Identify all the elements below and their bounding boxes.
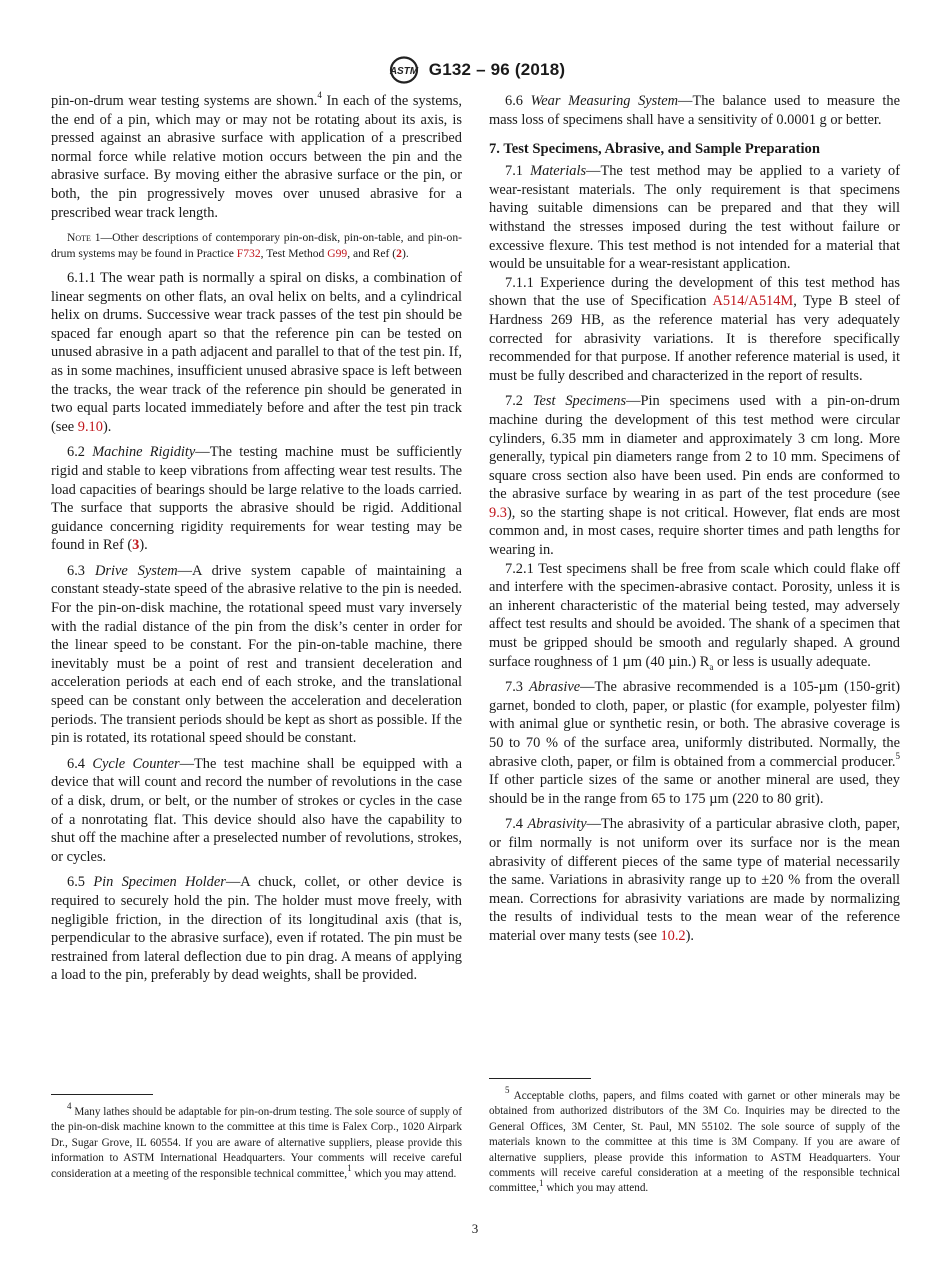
right-column [489, 92, 900, 946]
footnote-5: $^5$ Acceptable cloths, papers, and films coated with garnet or other minerals may be obtained from authorized distributors of the 3M Co. Inquiries may be directed to the General Offices, 3M Center, St. Paul, MN 55102. The sole source of supply of the materials known to the committee at this time is 3M Company. If you are aware of alternative suppliers, please provide this information to ASTM Headquarters. Your comments will receive careful consideration at a meeting of the responsible technical committee,$^1$ which you may attend. [489, 1078, 900, 1197]
link-a514[interactable]: A514/A514M [712, 293, 794, 310]
page-number: 3 [471, 1221, 479, 1236]
link-10-2[interactable]: 10.2 [660, 927, 686, 944]
paragraph-6-6: 6.6 Wear Measuring System—The balance used to measure the mass loss of specimens shall have a sensitivity of 0.0001 g or better. [489, 93, 900, 128]
paragraph-7-2-1: 7.2.1 Test specimens shall be free from scale which could flake off and interfere with the specimen-abrasive contact. Porosity, unless it is an inherent characteristic of the material being tested, may adversely affect test results and should be avoided. The shank of a specimen that must be gripped should be smooth and regularly shaped. A ground surface roughness of 1 µm (40 µin.) $R_a$ or less is usually adequate. [489, 560, 900, 672]
paragraph-6-4: 6.4 Cycle Counter—The test machine shall be equipped with a device that will count and record the number of revolutions in the case of a disk, drum, or belt, or the number of strokes or cycles in the case of a nonrotating flat. This device should also have the capability to shut off the machine after a preselected number of revolutions, strokes, or cycles. [51, 755, 462, 865]
paragraph-6-2: 6.2 Machine Rigidity—The testing machine must be sufficiently rigid and stable to keep vibrations from affecting wear test results. The load capacities of bearings should be large relative to the loads carried. The surface that supports the abrasive should be rigid. Additional guidance concerning rigidity requirements for wear testing may be found in Ref (3). [51, 444, 462, 554]
link-9-3[interactable]: 9.3 [489, 504, 507, 521]
paragraph-6-5: 6.5 Pin Specimen Holder—A chuck, collet, or other device is required to securely hold the pin. The holder must move freely, with negligible friction, in the direction of its longitudinal axis (that is, perpendicular to the abrasive surface), even if rotated. The pin must be restrained from lateral deflection due to pin drag. A means of applying a load to the pin, preferably by dead weights, shall be provided. [51, 874, 462, 984]
page-header [0, 56, 950, 84]
link-9-10[interactable]: 9.10 [77, 418, 103, 435]
svg-text:ASTM: ASTM [389, 66, 418, 77]
footnote-rule [489, 1078, 591, 1079]
paragraph-7-3: 7.3 Abrasive—The abrasive recommended is a 105-µm (150-grit) garnet, bonded to cloth, paper, or plastic (for example, polyester film) with animal glue or synthetic resin, or both. The abrasive coverage is 50 to 70 % of the surface area, uniformly distributed. Normally, the abrasive cloth, paper, or film is obtained from a commercial producer.$^5$ If other particle sizes of the same or another mineral are used, they should be in the range from 65 to 175 µm (220 to 80 grit). [489, 679, 900, 807]
footnote-rule [51, 1094, 153, 1095]
paragraph-7-1: 7.1 Materials—The test method may be applied to a variety of wear-resistant materials. The only requirement is that specimens having suitable dimensions can be prepared and that they will withstand the stresses imposed during the test without failure or excessive flexure. This test method is not intended for a material that would be unsuitable for a wear-resistant application. [489, 163, 900, 273]
left-column [51, 92, 462, 985]
document-designation: G132 – 96 (2018) [428, 60, 566, 79]
link-f732[interactable]: F732 [236, 246, 261, 260]
astm-logo-icon [385, 56, 423, 84]
paragraph-7-2: 7.2 Test Specimens—Pin specimens used with a pin-on-drum machine during the development of this test method were circular cylinders, 6.35 mm in diameter and approximately 3 cm long. More generally, typical pin diameters range from 2 to 10 mm. Specimens of square cross section also have been used. Pin ends are conformed to the abrasive surface by wearing in as part of the test procedure (see 9.3), so the starting shape is not critical. However, flat ends are most common and, in most cases, require shorter times and path lengths for wearing in. [489, 393, 900, 559]
footnote-4: $^4$ Many lathes should be adaptable for pin-on-drum testing. The sole source of supply of the pin-on-disk machine known to the committee at this time is Falex Corp., 1020 Airpark Dr., Sugar Grove, IL 60554. If you are aware of alternative suppliers, please provide this information to ASTM International Headquarters. Your comments will receive careful consideration at a meeting of the responsible technical committee,$^1$ which you may attend. [51, 1094, 462, 1182]
footnote-ref-5[interactable]: 5 [895, 750, 900, 761]
link-g99[interactable]: G99 [327, 246, 348, 260]
paragraph-7-4: 7.4 Abrasivity—The abrasivity of a particular abrasive cloth, paper, or film normally is not uniform over its surface nor is the mean abrasivity of different pieces of the same type of material necessarily the same. Variations in abrasivity range up to ±20 % from the overall mean. Corrections for abrasivity variations are made by normalizing the results of individual tests to the mean wear of the reference material over many tests (see 10.2). [489, 816, 900, 944]
note-1: Note 1—Other descriptions of contemporary pin-on-disk, pin-on-table, and pin-on-drum systems may be found in Practice F732, Test Method G99, and Ref (2). [51, 231, 462, 260]
ref-3-link[interactable]: 3 [132, 537, 140, 554]
ref-2-link[interactable]: 2 [396, 246, 402, 260]
footnote-ref-4[interactable]: 4 [317, 90, 322, 101]
paragraph-7-1-1: 7.1.1 Experience during the development of this test method has shown that the use of Specification A514/A514M, Type B steel of Hardness 269 HB, as the reference material has very adequately corrected for abrasivity variations. It is therefore specifically recommended for that purpose. If another reference material is used, it must be fully described and characterized in the report of results. [489, 274, 901, 384]
section-heading-7: 7. Test Specimens, Abrasive, and Sample Preparation [489, 141, 820, 158]
paragraph-intro: pin-on-drum wear testing systems are shown.$^4$ In each of the systems, the end of a pin, which may or may not be rotating about its axis, is pressed against an abrasive surface with application of a prescribed normal force while relative motion occurs between the pin and the abrasive surface. By moving either the abrasive surface or the pin, or both, the pin progressively moves over unused abrasive for a prescribed wear track length. [51, 90, 462, 221]
paragraph-6-3: 6.3 Drive System—A drive system capable of maintaining a constant steady-state speed of the abrasive relative to the pin is needed. For the pin-on-disk machine, the rotational speed must vary inversely with the radial distance of the pin from the disk’s center in order for the linear speed to be constant. For the pin-on-table machine, there inevitably must be a point of rest and transient deceleration and acceleration periods at each end of each stroke, and the translational speed can be constant only between the acceleration and deceleration periods. The transient periods should be kept as short as possible. If the pin is rotated, its rotational speed should be constant. [51, 562, 462, 747]
paragraph-6-1-1: 6.1.1 The wear path is normally a spiral on disks, a combination of linear segments on other flats, an oval helix on belts, and a cylindrical helix on drums. Successive wear track passes of the test pin should be spaced far enough apart so that the reference pin can be tested on unused abrasive in a path adjacent and parallel to that of the test pin. If, as in some machines, insufficient unused abrasive space is left between the tracks, the wear track of the reference pin should be generated in two equal parts located immediately before and after the test pin track (see 9.10). [51, 269, 462, 435]
